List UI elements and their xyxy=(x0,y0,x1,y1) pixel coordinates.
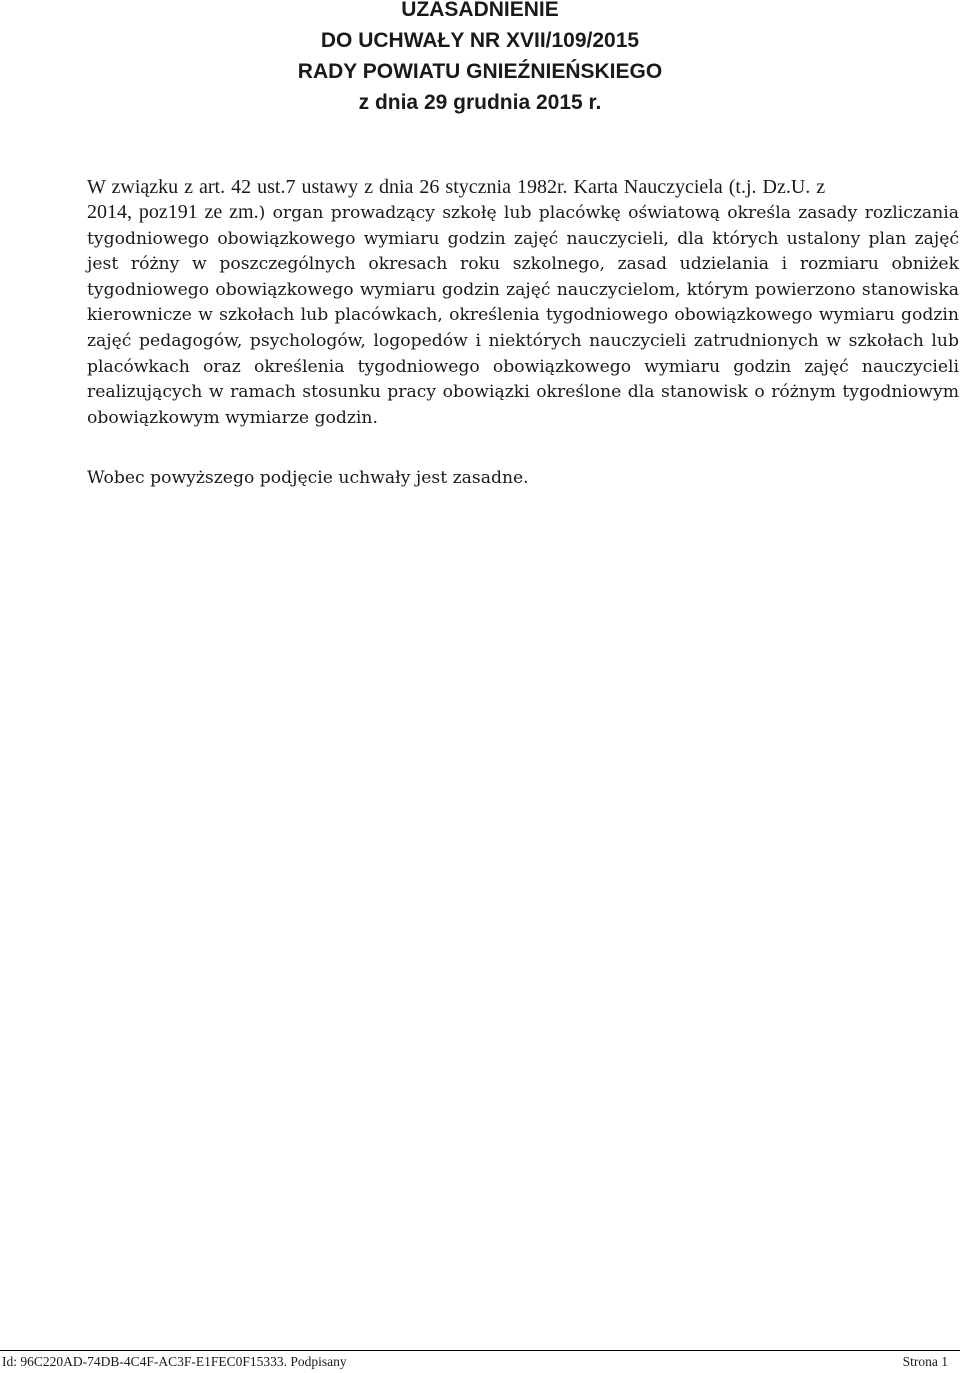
heading-council-name: RADY POWIATU GNIEŹNIEŃSKIEGO xyxy=(297,60,663,83)
document-id: Id: 96C220AD-74DB-4C4F-AC3F-E1FEC0F15333. Podpisany xyxy=(2,1354,347,1369)
page-footer xyxy=(0,1350,960,1372)
heading-resolution-number: DO UCHWAŁY NR XVII/109/2015 xyxy=(320,29,640,52)
justification-paragraph xyxy=(87,200,959,431)
heading-date: z dnia 29 grudnia 2015 r. xyxy=(358,91,602,114)
intro-line: W związku z art. 42 ust.7 ustawy z dnia 26 stycznia 1982r. Karta Nauczyciela (t.j. Dz.U. z xyxy=(87,176,826,198)
heading-title: UZASADNIENIE xyxy=(401,0,559,21)
paragraph-rest: ) organ prowadzący szkołę lub placówkę oświatową określa zasady rozliczania tygodniowego obowiązkowego wymiaru godzin zajęć nauczycieli, dla których ustalony plan zajęć jest różny w poszczególnych okresach roku szkolnego, zasad udzielania i rozmiaru obniżek tygodniowego obowiązkowego wymiaru godzin zajęć nauczycielom, którym powierzono stanowiska kierownicze w szkołach lub placówkach, określenia tygodniowego obowiązkowego wymiaru godzin zajęć pedagogów, psychologów, logopedów i niektórych nauczycieli zatrudnionych w szkołach lub placówkach oraz określenia tygodniowego obowiązkowego wymiaru godzin zajęć nauczycieli realizujących w ramach stosunku pracy obowiązki określone dla stanowisk o różnym tygodniowym obowiązkowym wymiarze godzin. xyxy=(87,203,959,428)
page-number: Strona 1 xyxy=(902,1354,948,1369)
document-heading xyxy=(0,0,960,118)
paragraph-start: 2014, poz191 ze zm. xyxy=(87,201,259,223)
conclusion-paragraph: Wobec powyższego podjęcie uchwały jest zasadne. xyxy=(87,468,529,488)
